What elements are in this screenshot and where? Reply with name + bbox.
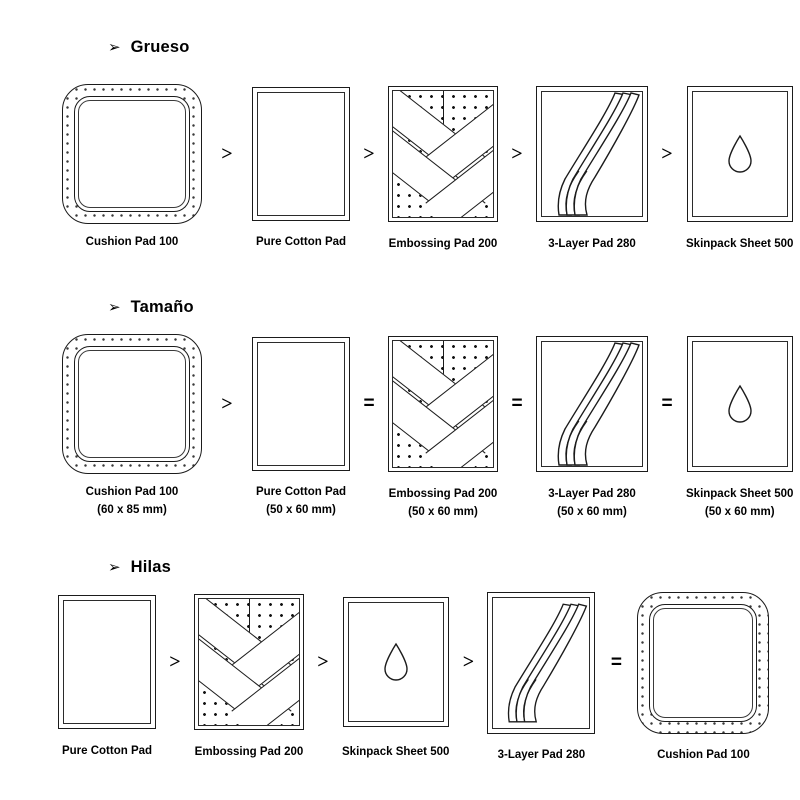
skinpack-sheet-art — [687, 84, 793, 222]
item-caption: 3-Layer Pad 280 (50 x 60 mm) — [548, 488, 636, 518]
three-layer-pad-art — [487, 592, 595, 734]
droplet-icon — [725, 133, 755, 175]
skinpack-sheet-art — [343, 592, 449, 727]
item-cushion-pad-100 — [637, 592, 769, 765]
section-title: Grueso — [130, 38, 190, 56]
section-header-tamano — [108, 298, 194, 317]
operator: = — [610, 652, 622, 673]
row-hilas — [58, 592, 769, 765]
item-caption: Cushion Pad 100 (60 x 85 mm) — [85, 486, 179, 516]
operator: = — [363, 393, 375, 414]
operator: > — [511, 142, 523, 165]
cushion-pad-art — [62, 84, 202, 224]
item-skinpack-sheet-500 — [342, 592, 449, 762]
operator: > — [462, 650, 475, 673]
item-embossing-pad-200 — [388, 334, 498, 522]
item-3-layer-pad-280 — [487, 592, 595, 765]
item-caption: 3-Layer Pad 280 — [497, 749, 586, 761]
item-caption: Pure Cotton Pad (50 x 60 mm) — [255, 486, 347, 516]
item-embossing-pad-200 — [194, 592, 304, 762]
section-title: Hilas — [130, 558, 172, 576]
item-caption: Embossing Pad 200 — [388, 238, 498, 250]
operator: > — [169, 650, 181, 673]
item-caption: Skinpack Sheet 500 — [686, 238, 794, 250]
section-header-hilas — [108, 558, 171, 577]
arrow-bullet-icon: ➢ — [108, 38, 121, 56]
droplet-icon — [381, 641, 411, 683]
three-layer-pad-art — [536, 334, 648, 472]
operator: = — [661, 393, 673, 414]
skinpack-sheet-art — [687, 334, 793, 472]
cushion-pad-art — [637, 592, 769, 734]
item-skinpack-sheet-500 — [686, 334, 793, 522]
item-caption: Skinpack Sheet 500 — [342, 746, 450, 758]
section-title: Tamaño — [130, 298, 194, 316]
item-skinpack-sheet-500 — [686, 84, 793, 254]
pure-cotton-pad-art — [252, 334, 350, 471]
item-caption: Pure Cotton Pad — [61, 745, 153, 757]
cushion-pad-art — [62, 334, 202, 474]
operator: > — [661, 142, 673, 165]
arrow-bullet-icon: ➢ — [108, 298, 121, 316]
operator: > — [221, 142, 233, 165]
item-pure-cotton-pad — [252, 84, 350, 252]
item-3-layer-pad-280 — [536, 84, 648, 254]
item-embossing-pad-200 — [388, 84, 498, 254]
item-caption: Skinpack Sheet 500 (50 x 60 mm) — [686, 488, 794, 518]
item-caption: Pure Cotton Pad — [255, 236, 347, 248]
item-caption: Cushion Pad 100 — [657, 749, 750, 761]
item-caption: Embossing Pad 200 — [194, 746, 304, 758]
item-pure-cotton-pad — [58, 592, 156, 761]
arrow-bullet-icon: ➢ — [108, 558, 121, 576]
row-tamano — [62, 334, 793, 522]
section-header-grueso — [108, 38, 190, 57]
operator: > — [221, 392, 233, 415]
item-cushion-pad-100 — [62, 84, 202, 252]
row-grueso — [62, 84, 793, 254]
operator: > — [317, 650, 329, 673]
embossing-pad-art — [388, 334, 498, 472]
three-layer-pad-art — [536, 84, 648, 222]
item-caption: Cushion Pad 100 — [85, 236, 179, 248]
pure-cotton-pad-art — [58, 592, 156, 729]
pure-cotton-pad-art — [252, 84, 350, 221]
droplet-icon — [725, 383, 755, 425]
item-3-layer-pad-280 — [536, 334, 648, 522]
operator: > — [363, 142, 375, 165]
embossing-pad-art — [194, 592, 304, 730]
item-caption: 3-Layer Pad 280 — [548, 238, 636, 250]
embossing-pad-art — [388, 84, 498, 222]
operator: = — [511, 393, 523, 414]
item-caption: Embossing Pad 200 (50 x 60 mm) — [388, 488, 498, 518]
item-cushion-pad-100 — [62, 334, 202, 520]
item-pure-cotton-pad — [252, 334, 350, 520]
